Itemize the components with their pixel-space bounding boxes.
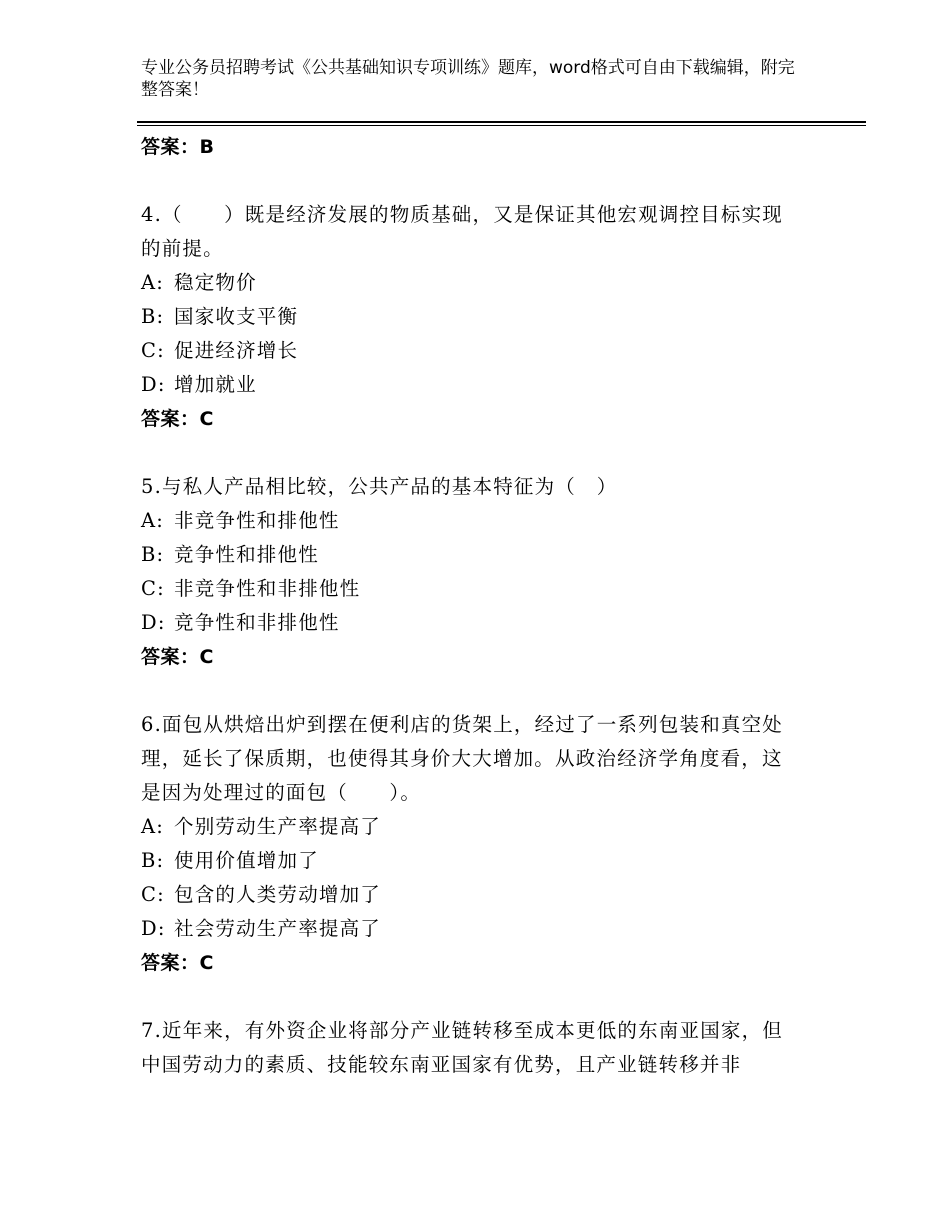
answer-line — [141, 946, 801, 980]
option-key: A: — [141, 271, 165, 294]
option-b — [141, 300, 801, 334]
question-stem: 4.（ ）既是经济发展的物质基础，又是保证其他宏观调控目标实现的前提。 — [141, 203, 784, 260]
answer-line — [141, 130, 801, 164]
option-a — [141, 810, 801, 844]
option-text: 促进经济增长 — [174, 339, 299, 362]
answer-label: 答案： — [141, 952, 200, 974]
option-c — [141, 878, 801, 912]
option-key: B: — [141, 543, 165, 566]
option-text: 增加就业 — [174, 373, 257, 396]
option-b — [141, 538, 801, 572]
option-key: A: — [141, 509, 165, 532]
option-key: B: — [141, 849, 165, 872]
option-key: C: — [141, 883, 165, 906]
option-text: 个别劳动生产率提高了 — [174, 815, 382, 838]
answer-label: 答案： — [141, 646, 200, 668]
header-divider-thick — [137, 121, 866, 123]
option-c — [141, 334, 801, 368]
option-key: A: — [141, 815, 165, 838]
question-item — [141, 708, 801, 980]
option-text: 社会劳动生产率提高了 — [174, 917, 382, 940]
answer-value: C — [199, 646, 214, 668]
answer-label: 答案： — [141, 408, 200, 430]
answer-value: C — [199, 408, 214, 430]
answer-line — [141, 402, 801, 436]
option-text: 国家收支平衡 — [174, 305, 299, 328]
option-b — [141, 844, 801, 878]
option-c — [141, 572, 801, 606]
option-key: B: — [141, 305, 165, 328]
option-key: C: — [141, 577, 165, 600]
header-divider-thin — [137, 125, 866, 126]
question-item — [141, 470, 801, 674]
option-key: D: — [141, 917, 166, 940]
document-header: 专业公务员招聘考试《公共基础知识专项训练》题库，word格式可自由下载编辑，附完整答案！ — [141, 58, 795, 100]
question-stem: 5.与私人产品相比较，公共产品的基本特征为（ ） — [141, 475, 618, 498]
option-key: D: — [141, 373, 166, 396]
answer-value: C — [199, 952, 214, 974]
option-text: 稳定物价 — [174, 271, 257, 294]
option-d — [141, 606, 801, 640]
question-stem: 6.面包从烘焙出炉到摆在便利店的货架上，经过了一系列包装和真空处理，延长了保质期，也使得其身价大大增加。从政治经济学角度看，这是因为处理过的面包（ ）。 — [141, 713, 784, 804]
answer-line — [141, 640, 801, 674]
option-text: 非竞争性和排他性 — [174, 509, 340, 532]
option-text: 非竞争性和非排他性 — [174, 577, 361, 600]
option-d — [141, 368, 801, 402]
option-key: D: — [141, 611, 166, 634]
question-item — [141, 198, 801, 436]
option-text: 竞争性和排他性 — [174, 543, 319, 566]
question-list — [141, 130, 801, 1082]
option-a — [141, 504, 801, 538]
option-key: C: — [141, 339, 165, 362]
option-a — [141, 266, 801, 300]
option-text: 包含的人类劳动增加了 — [174, 883, 382, 906]
option-text: 竞争性和非排他性 — [174, 611, 340, 634]
question-stem: 7.近年来，有外资企业将部分产业链转移至成本更低的东南亚国家，但中国劳动力的素质、技能较东南亚国家有优势，且产业链转移并非 — [141, 1019, 784, 1076]
answer-label: 答案： — [141, 136, 200, 158]
option-text: 使用价值增加了 — [174, 849, 319, 872]
answer-value: B — [199, 136, 215, 158]
question-item — [141, 1014, 801, 1082]
option-d — [141, 912, 801, 946]
